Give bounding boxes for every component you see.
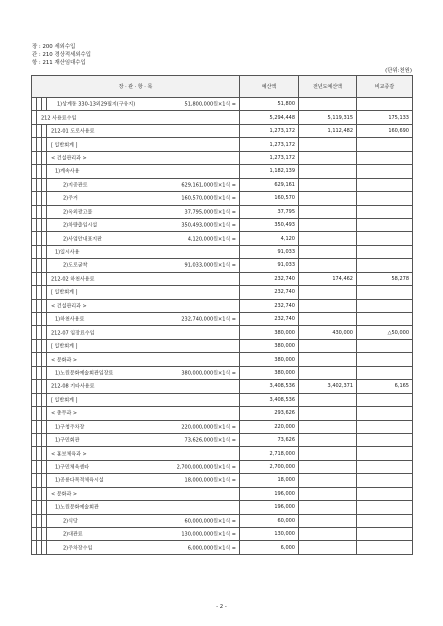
prev-cell (299, 98, 357, 111)
row-formula: 51,800,000원×1식 = (184, 101, 236, 108)
column-header-category: 장 · 관 · 항 · 목 (32, 76, 240, 98)
description-cell (47, 433, 240, 446)
description-cell (47, 232, 240, 245)
description-cell (47, 366, 240, 379)
description-cell (47, 326, 240, 339)
row-label: < 건설관리과 > (51, 155, 87, 162)
prev-cell (299, 353, 357, 366)
table-row (32, 433, 413, 446)
diff-cell (357, 205, 413, 218)
row-label: < 문화과 > (51, 491, 78, 498)
prev-cell (299, 420, 357, 433)
prev-cell: 3,402,371 (299, 380, 357, 393)
budget-cell: 73,626 (240, 433, 299, 446)
row-formula: 73,626,000원×1식 = (184, 437, 236, 444)
budget-table (31, 75, 413, 555)
description-cell (47, 205, 240, 218)
description-cell (47, 528, 240, 541)
row-label: 1)구청주차장 (55, 424, 85, 431)
description-cell (47, 151, 240, 164)
row-label: [ 일반회계 ] (51, 343, 78, 350)
budget-cell: 1,273,172 (240, 124, 299, 137)
row-formula: 350,493,000원×1식 = (181, 222, 236, 229)
diff-cell (357, 474, 413, 487)
budget-cell: 91,033 (240, 245, 299, 258)
table-row (32, 501, 413, 514)
row-label: 1)구민체육센타 (55, 464, 90, 471)
budget-cell: 196,000 (240, 487, 299, 500)
table-row (32, 528, 413, 541)
description-cell (47, 245, 240, 258)
prev-cell (299, 514, 357, 527)
diff-cell (357, 460, 413, 473)
column-header-diff: 비교증감 (357, 76, 413, 98)
prev-cell (299, 138, 357, 151)
budget-cell: 3,408,536 (240, 380, 299, 393)
table-row (32, 178, 413, 191)
diff-cell (357, 138, 413, 151)
budget-cell: 232,740 (240, 313, 299, 326)
budget-cell: 60,000 (240, 514, 299, 527)
prev-cell (299, 447, 357, 460)
diff-cell (357, 259, 413, 272)
description-cell (47, 272, 240, 285)
row-formula: 60,000,000원×1식 = (184, 518, 236, 525)
row-label: 212-01 도로사용료 (51, 128, 95, 135)
prev-cell (299, 151, 357, 164)
table-row (32, 460, 413, 473)
row-formula: 629,161,000원×1식 = (181, 182, 236, 189)
diff-cell (357, 407, 413, 420)
diff-cell (357, 98, 413, 111)
diff-cell (357, 487, 413, 500)
budget-cell: 350,493 (240, 218, 299, 231)
prev-cell (299, 165, 357, 178)
table-row (32, 326, 413, 339)
table-row (32, 218, 413, 231)
diff-cell (357, 393, 413, 406)
budget-cell: 2,718,000 (240, 447, 299, 460)
table-row (32, 111, 413, 124)
description-cell (47, 447, 240, 460)
description-cell (47, 286, 240, 299)
diff-cell (357, 501, 413, 514)
row-label: < 문화과 > (51, 357, 78, 364)
description-cell (47, 259, 240, 272)
row-formula: 232,740,000원×1식 = (181, 316, 236, 323)
prev-cell (299, 528, 357, 541)
diff-cell (357, 286, 413, 299)
row-label: < 총무과 > (51, 410, 78, 417)
table-row (32, 165, 413, 178)
prev-cell (299, 487, 357, 500)
diff-cell (357, 366, 413, 379)
row-label: < 홍보체육과 > (51, 451, 87, 458)
table-row (32, 272, 413, 285)
table-row (32, 339, 413, 352)
table-header-row (32, 76, 413, 98)
column-header-budget: 예산액 (240, 76, 299, 98)
row-label: [ 일반회계 ] (51, 289, 78, 296)
budget-cell: 1,273,172 (240, 138, 299, 151)
row-label: 2)도로굴착 (63, 262, 88, 269)
diff-cell (357, 218, 413, 231)
prev-cell (299, 407, 357, 420)
prev-cell (299, 460, 357, 473)
diff-cell (357, 313, 413, 326)
row-formula: 6,000,000원×1식 = (187, 545, 236, 552)
row-formula: 160,570,000원×1식 = (181, 195, 236, 202)
prev-cell (299, 541, 357, 554)
diff-cell: 6,165 (357, 380, 413, 393)
budget-cell: 18,000 (240, 474, 299, 487)
description-cell (47, 339, 240, 352)
prev-cell (299, 259, 357, 272)
row-formula: 4,120,000원×1식 = (187, 236, 236, 243)
diff-cell: 58,278 (357, 272, 413, 285)
header-section: 관 : 210 경상적세외수입 (32, 52, 91, 58)
row-label: 2)차량출입시설 (63, 222, 98, 229)
description-cell (47, 299, 240, 312)
prev-cell (299, 286, 357, 299)
row-label: < 건설관리과 > (51, 303, 87, 310)
table-row (32, 353, 413, 366)
row-label: 212-08 기타사용료 (51, 383, 95, 390)
diff-cell (357, 514, 413, 527)
row-label: 1)상계동 330-13외29필지(구유지) (57, 101, 136, 108)
diff-cell (357, 433, 413, 446)
table-row (32, 541, 413, 554)
budget-cell: 220,000 (240, 420, 299, 433)
row-label: 212-02 하천사용료 (51, 276, 95, 283)
row-label: 1)구민회관 (55, 437, 80, 444)
description-cell (47, 380, 240, 393)
prev-cell (299, 474, 357, 487)
table-row (32, 151, 413, 164)
prev-cell: 1,112,482 (299, 124, 357, 137)
page-number: - 2 - (216, 604, 227, 610)
description-cell (47, 353, 240, 366)
diff-cell (357, 447, 413, 460)
row-label: 2)옥외광고물 (63, 209, 93, 216)
diff-cell (357, 339, 413, 352)
row-label: 2)식당 (63, 518, 78, 525)
diff-cell (357, 232, 413, 245)
table-row (32, 447, 413, 460)
description-cell (47, 514, 240, 527)
budget-cell: 1,273,172 (240, 151, 299, 164)
budget-cell: 293,626 (240, 407, 299, 420)
budget-cell: 51,800 (240, 98, 299, 111)
budget-cell: 2,700,000 (240, 460, 299, 473)
row-formula: 220,000,000원×1식 = (181, 424, 236, 431)
description-cell (47, 474, 240, 487)
description-cell (47, 165, 240, 178)
row-label: 2)대관료 (63, 531, 83, 538)
diff-cell (357, 420, 413, 433)
description-cell (47, 393, 240, 406)
prev-cell (299, 433, 357, 446)
diff-cell: 175,133 (357, 111, 413, 124)
diff-cell (357, 151, 413, 164)
table-row (32, 192, 413, 205)
budget-cell: 6,000 (240, 541, 299, 554)
row-label: 212 사용료수입 (41, 115, 77, 122)
budget-cell: 232,740 (240, 272, 299, 285)
prev-cell (299, 205, 357, 218)
description-cell (47, 501, 240, 514)
budget-cell: 130,000 (240, 528, 299, 541)
table-row (32, 138, 413, 151)
description-cell (47, 178, 240, 191)
prev-cell (299, 218, 357, 231)
row-label: 1)노원문화예술회관입장료 (55, 370, 114, 377)
budget-cell: 196,000 (240, 501, 299, 514)
row-label: [ 일반회계 ] (51, 397, 78, 404)
table-row (32, 205, 413, 218)
table-row (32, 380, 413, 393)
budget-cell: 5,294,448 (240, 111, 299, 124)
header-chapter: 장 : 200 세외수입 (32, 44, 76, 50)
diff-cell (357, 245, 413, 258)
row-label: 2)주차장수입 (63, 545, 93, 552)
diff-cell: 160,690 (357, 124, 413, 137)
budget-cell: 380,000 (240, 339, 299, 352)
row-label: 2)지중관로 (63, 182, 88, 189)
budget-cell: 232,740 (240, 286, 299, 299)
column-header-prev: 전년도예산액 (299, 76, 357, 98)
budget-cell: 629,161 (240, 178, 299, 191)
table-row (32, 393, 413, 406)
description-cell (47, 218, 240, 231)
prev-cell (299, 339, 357, 352)
budget-cell: 380,000 (240, 326, 299, 339)
prev-cell (299, 178, 357, 191)
prev-cell: 174,462 (299, 272, 357, 285)
prev-cell (299, 245, 357, 258)
diff-cell (357, 165, 413, 178)
budget-cell: 91,033 (240, 259, 299, 272)
row-label: 1)노원문화예술회관 (55, 504, 99, 511)
table-row (32, 420, 413, 433)
table-row (32, 514, 413, 527)
unit-label: (단위:천원) (385, 68, 412, 74)
table-row (32, 366, 413, 379)
row-formula: 37,795,000원×1식 = (184, 209, 236, 216)
prev-cell: 5,119,315 (299, 111, 357, 124)
row-formula: 380,000,000원×1식 = (181, 370, 236, 377)
diff-cell (357, 541, 413, 554)
row-formula: 130,000,000원×1식 = (181, 531, 236, 538)
diff-cell (357, 353, 413, 366)
header-item: 항 : 211 재산임대수입 (32, 60, 86, 66)
table-row (32, 407, 413, 420)
prev-cell (299, 366, 357, 379)
prev-cell (299, 299, 357, 312)
table-row (32, 98, 413, 111)
diff-cell (357, 192, 413, 205)
row-formula: 18,000,000원×1식 = (184, 477, 236, 484)
description-cell (47, 407, 240, 420)
prev-cell: 430,000 (299, 326, 357, 339)
table-row (32, 232, 413, 245)
row-label: 1)공릉다목적체육시설 (55, 477, 104, 484)
diff-cell (357, 178, 413, 191)
table-row (32, 124, 413, 137)
prev-cell (299, 501, 357, 514)
budget-cell: 4,120 (240, 232, 299, 245)
budget-cell: 232,740 (240, 299, 299, 312)
table-row (32, 299, 413, 312)
diff-cell: △50,000 (357, 326, 413, 339)
diff-cell (357, 528, 413, 541)
description-cell (47, 420, 240, 433)
budget-cell: 380,000 (240, 366, 299, 379)
description-cell (37, 111, 240, 124)
description-cell (47, 98, 240, 111)
table-row (32, 313, 413, 326)
description-cell (47, 138, 240, 151)
description-cell (47, 487, 240, 500)
table-row (32, 259, 413, 272)
table-row (32, 286, 413, 299)
budget-cell: 1,182,139 (240, 165, 299, 178)
budget-cell: 37,795 (240, 205, 299, 218)
table-row (32, 245, 413, 258)
row-label: 212-07 입장료수입 (51, 330, 95, 337)
prev-cell (299, 393, 357, 406)
budget-cell: 3,408,536 (240, 393, 299, 406)
prev-cell (299, 313, 357, 326)
row-label: [ 일반회계 ] (51, 142, 78, 149)
row-label: 2)사업안내표지판 (63, 236, 102, 243)
description-cell (47, 124, 240, 137)
table-body (32, 98, 413, 555)
description-cell (47, 460, 240, 473)
row-formula: 91,033,000원×1식 = (184, 262, 236, 269)
row-label: 2)주거 (63, 195, 78, 202)
row-formula: 2,700,000,000원×1식 = (176, 464, 236, 471)
table-row (32, 487, 413, 500)
diff-cell (357, 299, 413, 312)
budget-cell: 380,000 (240, 353, 299, 366)
budget-cell: 160,570 (240, 192, 299, 205)
table-row (32, 474, 413, 487)
row-label: 1)계속사용 (55, 168, 80, 175)
prev-cell (299, 192, 357, 205)
row-label: 1)하천사용료 (55, 316, 85, 323)
row-label: 1)일시사용 (55, 249, 80, 256)
prev-cell (299, 232, 357, 245)
description-cell (47, 541, 240, 554)
description-cell (47, 192, 240, 205)
description-cell (47, 313, 240, 326)
